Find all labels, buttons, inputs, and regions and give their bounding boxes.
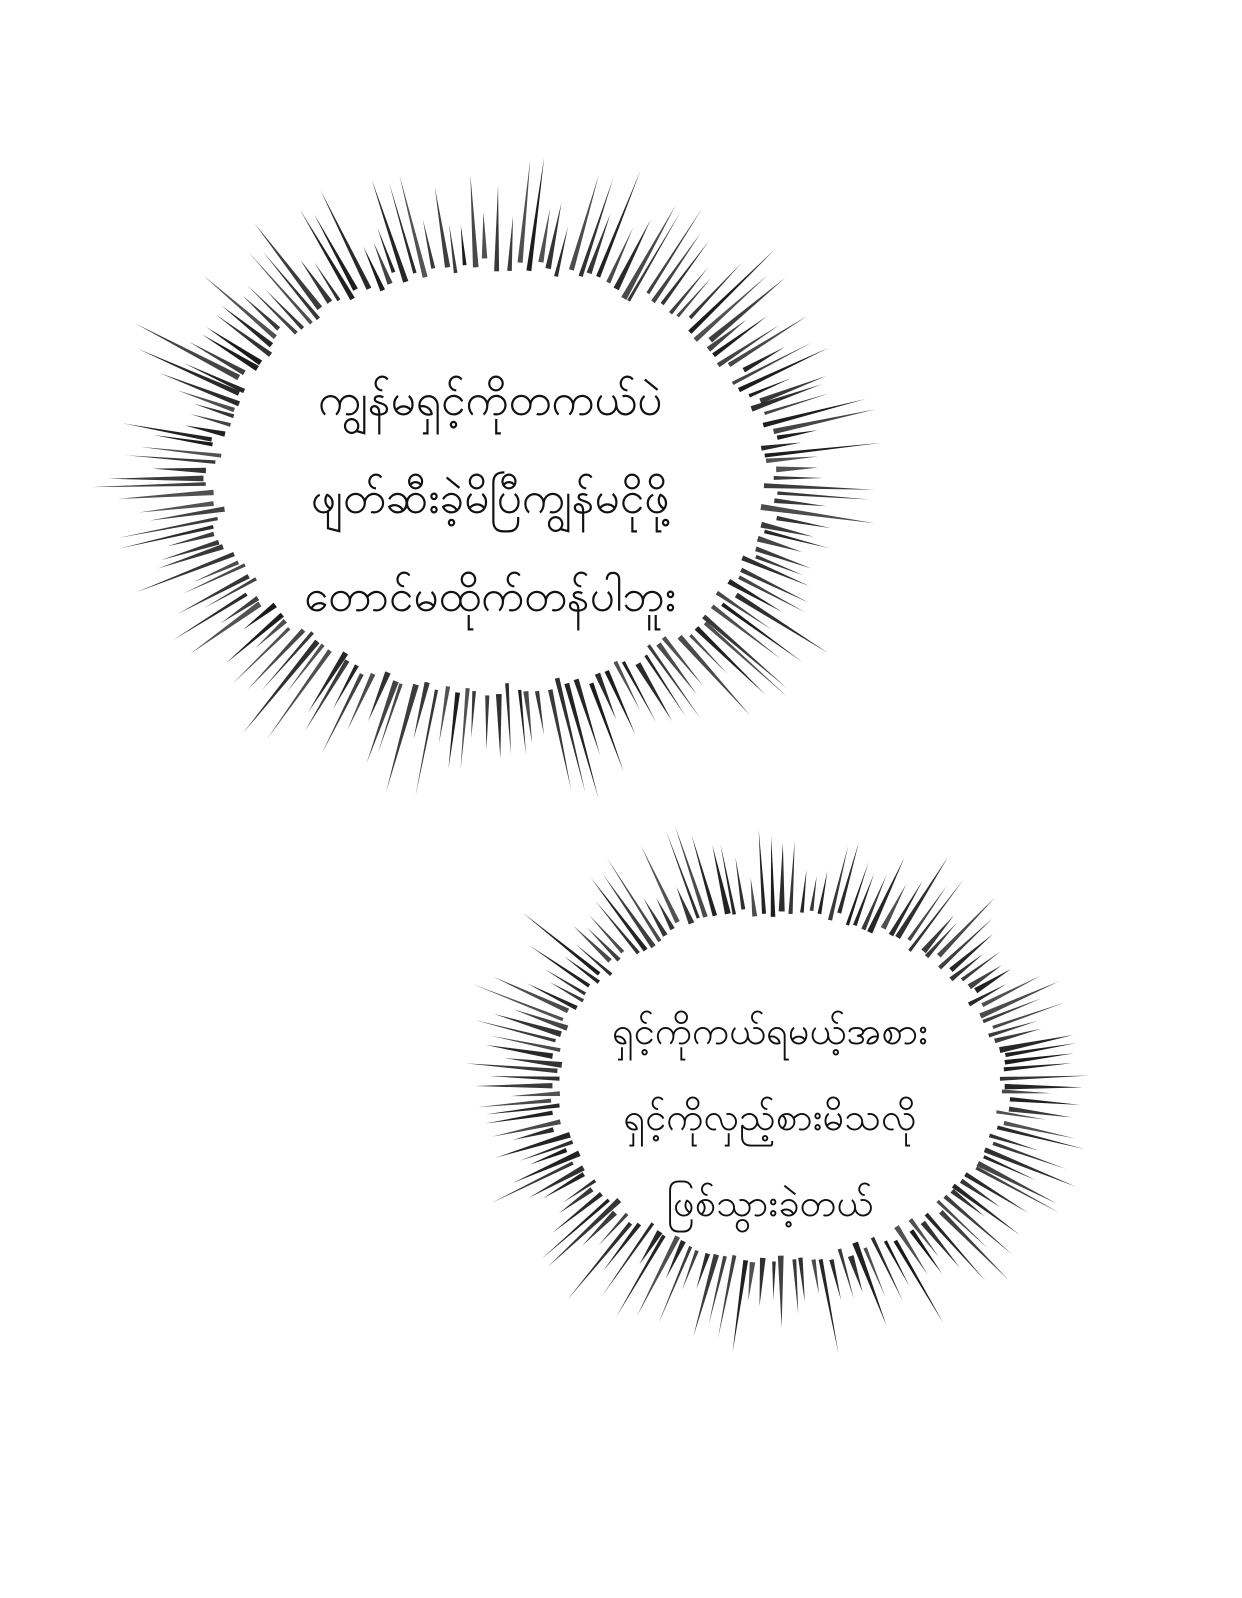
burst-spike <box>884 1240 910 1286</box>
burst-spike <box>761 442 801 450</box>
burst-spike <box>682 1250 699 1290</box>
burst-spike <box>977 1161 1057 1204</box>
burst-spike <box>347 673 375 730</box>
burst-spike <box>759 376 826 404</box>
burst-spike <box>779 843 785 912</box>
speech-line: တောင်မထိုက်တန်ပါဘူး <box>304 571 676 622</box>
burst-spike <box>448 692 460 768</box>
burst-spike <box>91 482 205 487</box>
burst-spike <box>523 691 532 743</box>
burst-spike <box>308 651 348 712</box>
burst-spike <box>485 1111 553 1124</box>
burst-spike <box>773 409 876 434</box>
speech-bubble-1-text <box>230 352 750 646</box>
burst-spike <box>937 897 995 957</box>
burst-spike <box>759 1258 765 1307</box>
burst-spike <box>461 225 467 265</box>
burst-spike <box>829 1259 841 1300</box>
speech-line: ဖြစ်သွားခဲ့တယ် <box>666 1181 874 1225</box>
burst-spike <box>735 858 745 910</box>
burst-spike <box>708 278 785 343</box>
burst-spike <box>305 659 349 731</box>
burst-spike <box>518 159 531 262</box>
speech-line: ရှင့်ကိုကယ်ရမယ့်အစား <box>611 1009 929 1053</box>
burst-spike <box>776 516 831 528</box>
burst-spike <box>740 568 809 603</box>
burst-spike <box>1000 1076 1089 1081</box>
burst-spike <box>997 1125 1085 1149</box>
burst-spike <box>470 175 478 268</box>
burst-spike <box>177 390 235 412</box>
burst-spike <box>494 185 499 271</box>
burst-spike <box>505 683 511 754</box>
burst-spike <box>496 694 502 758</box>
burst-spike <box>810 876 817 911</box>
burst-spike <box>118 490 214 499</box>
burst-spike <box>247 285 298 334</box>
burst-spike <box>772 1261 776 1299</box>
burst-spike <box>435 187 450 268</box>
burst-spike <box>777 491 869 499</box>
burst-spike <box>439 686 450 743</box>
burst-spike <box>122 423 212 441</box>
burst-spike <box>416 689 439 795</box>
burst-spike <box>669 268 708 315</box>
burst-spike <box>377 227 395 273</box>
burst-spike <box>1002 1090 1052 1094</box>
burst-spike <box>449 224 457 273</box>
burst-spike <box>938 918 993 969</box>
burst-spike <box>776 467 818 473</box>
burst-spike <box>194 404 235 418</box>
burst-spike <box>511 1091 560 1096</box>
burst-spike <box>606 228 633 284</box>
burst-spike <box>108 476 203 482</box>
burst-spike <box>764 483 874 490</box>
burst-spike <box>676 278 711 318</box>
burst-spike <box>513 1127 554 1140</box>
burst-spike <box>603 874 656 948</box>
burst-spike <box>759 830 766 914</box>
speech-line: ဖျတ်ဆီးခဲ့မိပြီကျွန်မငိုဖို့ <box>310 473 670 524</box>
burst-spike <box>751 878 758 917</box>
burst-spike <box>733 1260 749 1353</box>
burst-spike <box>676 887 694 925</box>
burst-spike <box>641 846 680 923</box>
burst-spike <box>119 517 218 538</box>
burst-spike <box>482 212 488 259</box>
burst-spike <box>125 455 215 464</box>
burst-spike <box>774 498 827 506</box>
burst-spike <box>811 1259 819 1294</box>
burst-spike <box>530 946 591 988</box>
burst-spike <box>478 1099 551 1107</box>
burst-spike <box>158 544 224 568</box>
burst-spike <box>535 691 544 735</box>
burst-spike <box>423 220 435 269</box>
burst-spike <box>792 1259 798 1313</box>
burst-spike <box>778 1256 784 1328</box>
burst-spike <box>748 1262 755 1301</box>
burst-spike <box>136 552 235 592</box>
speech-bubble-2-text <box>560 988 980 1246</box>
burst-spike <box>692 835 717 916</box>
burst-spike <box>461 688 470 769</box>
burst-spike <box>507 216 513 271</box>
burst-spike <box>485 695 489 749</box>
burst-spike <box>1005 1084 1083 1090</box>
burst-spike <box>798 1257 805 1301</box>
burst-spike <box>152 468 206 473</box>
burst-spike <box>647 644 700 718</box>
burst-spike <box>621 205 675 300</box>
burst-spike <box>895 857 948 939</box>
burst-spike <box>471 691 476 738</box>
burst-spike <box>908 879 964 952</box>
burst-spike <box>800 870 806 913</box>
burst-spike <box>828 846 848 921</box>
burst-spike <box>190 414 231 427</box>
burst-spike <box>818 871 828 914</box>
burst-spike <box>140 447 221 458</box>
burst-spike <box>771 836 776 916</box>
burst-spike <box>643 898 667 937</box>
burst-spike <box>738 348 828 392</box>
burst-spike <box>774 476 823 480</box>
burst-spike <box>646 209 702 295</box>
burst-spike <box>475 1083 552 1088</box>
speech-line: ကျွန်မရှင့်ကိုတကယ်ပဲ <box>317 375 663 426</box>
burst-spike <box>894 1240 944 1324</box>
burst-spike <box>399 175 427 278</box>
burst-spike <box>322 673 364 753</box>
burst-spike <box>203 275 277 339</box>
speech-line: ရှင့်ကိုလှည့်စားမိသလို <box>623 1095 917 1139</box>
burst-spike <box>651 233 700 303</box>
burst-spike <box>1003 1121 1075 1139</box>
burst-spike <box>1010 1097 1080 1105</box>
burst-spike <box>788 841 794 914</box>
burst-spike <box>741 555 809 586</box>
burst-spike <box>548 689 571 790</box>
burst-spike <box>367 680 399 763</box>
burst-spike <box>766 457 818 464</box>
burst-spike <box>489 1076 559 1081</box>
burst-spike <box>881 884 907 930</box>
burst-spike <box>1004 1063 1073 1071</box>
burst-spike <box>538 208 550 262</box>
burst-spike <box>300 210 355 300</box>
